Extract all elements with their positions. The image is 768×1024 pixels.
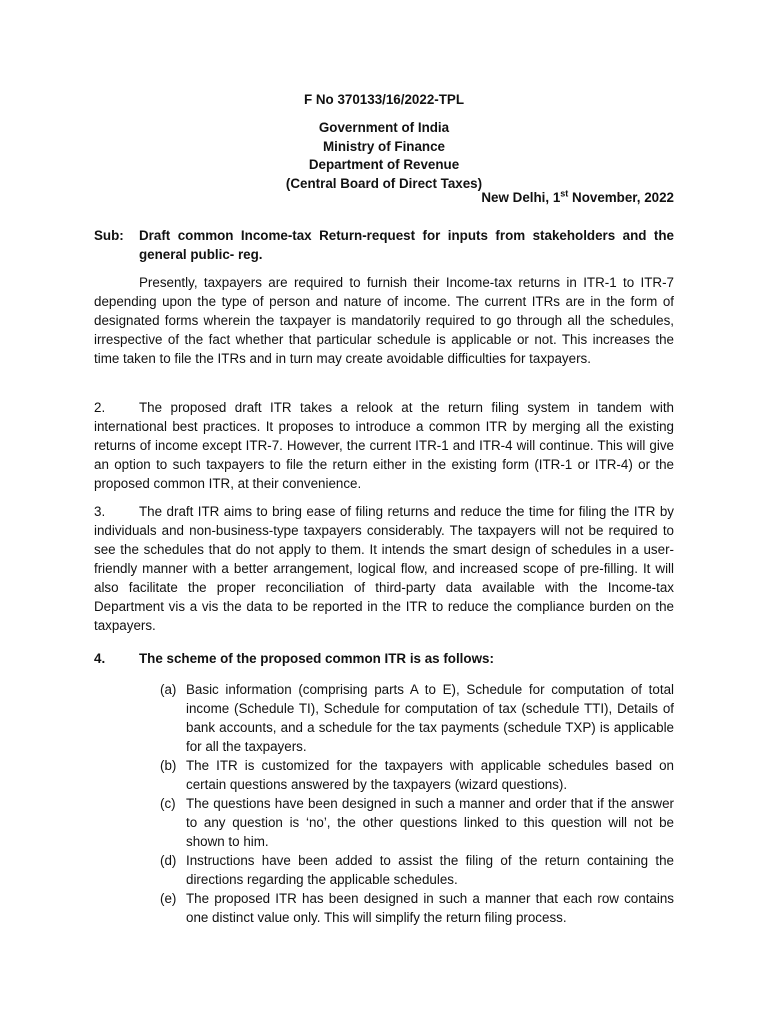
subject-line (94, 226, 674, 264)
heading-ministry: Ministry of Finance (322, 138, 446, 154)
heading-department: Department of Revenue (308, 157, 460, 172)
letter-heading (0, 118, 768, 192)
date-prefix: New Delhi, 1 (481, 190, 561, 205)
scheme-list (160, 680, 674, 927)
subject-label: Sub: (94, 228, 124, 243)
list-label: (b) (160, 758, 177, 773)
list-item (160, 889, 674, 927)
list-item (160, 851, 674, 889)
paragraph-number: 2. (94, 400, 106, 415)
paragraph-text: The draft ITR aims to bring ease of filing returns and reduce the time for filing the ITR by individuals and non-business-type taxpayers considerably. The taxpayers will not be required to see the schedules that do not apply to them. It intends the smart design of schedules in a user-friendly manner with a better arrangement, logical flow, and increased scope of pre-filling. It will also facilitate the proper reconciliation of third-party data available with the Income-tax Department vis a vis the data to be reported in the ITR to reduce the compliance burden on the taxpayers. (94, 504, 674, 633)
date-suffix: November, 2022 (568, 190, 674, 205)
paragraph-2 (94, 398, 674, 493)
paragraph-number: 4. (94, 651, 106, 666)
subject-text: Draft common Income-tax Return-request for inputs from stakeholders and the general public- reg. (139, 228, 674, 262)
list-text: The questions have been designed in such a manner and order that if the answer to any question is ‘no’, the other questions linked to this question will not be shown to him. (186, 796, 674, 849)
paragraph-text: The proposed draft ITR takes a relook at the return filing system in tandem with international best practices. It proposes to introduce a common ITR by merging all the existing returns of income except ITR-7. However, the current ITR-1 and ITR-4 will continue. This will give an option to such taxpayers to file the return either in the existing form (ITR-1 or ITR-4) or the proposed common ITR, at their convenience. (94, 400, 674, 491)
list-label: (e) (160, 891, 177, 906)
list-label: (c) (160, 796, 176, 811)
list-text: Instructions have been added to assist the filing of the return containing the directions regarding the applicable schedules. (186, 853, 674, 887)
paragraph-1: Presently, taxpayers are required to furnish their Income-tax returns in ITR-1 to ITR-7 depending upon the type of person and nature of income. The current ITRs are in the form of designated forms wherein the taxpayer is mandatorily required to go through all the schedules, irrespective of the fact whether that particular schedule is applicable or not. This increases the time taken to file the ITRs and in turn may create avoidable difficulties for taxpayers. (94, 275, 674, 366)
paragraph-text: The scheme of the proposed common ITR is as follows: (139, 651, 494, 666)
paragraph-3 (94, 502, 674, 635)
dateline (481, 188, 674, 207)
list-text: Basic information (comprising parts A to E), Schedule for computation of total income (Schedule TI), Schedule for computation of tax (schedule TTI), Details of bank accounts, and a schedule for the tax payments (schedule TXP) is applicable for all the taxpayers. (186, 682, 674, 754)
date-ordinal: st (560, 188, 569, 199)
list-item (160, 756, 674, 794)
list-text: The ITR is customized for the taxpayers with applicable schedules based on certain questions answered by the taxpayers (wizard questions). (186, 758, 674, 792)
list-item (160, 794, 674, 851)
file-reference-number: F No 370133/16/2022-TPL (303, 92, 465, 107)
heading-government: Government of India (318, 120, 450, 135)
list-label: (d) (160, 853, 177, 868)
list-text: The proposed ITR has been designed in such a manner that each row contains one distinct value only. This will simplify the return filing process. (186, 891, 674, 925)
list-item (160, 680, 674, 756)
heading-board: (Central Board of Direct Taxes) (285, 175, 483, 191)
list-label: (a) (160, 682, 177, 697)
paragraph-4 (94, 649, 674, 668)
paragraph-number: 3. (94, 504, 106, 519)
